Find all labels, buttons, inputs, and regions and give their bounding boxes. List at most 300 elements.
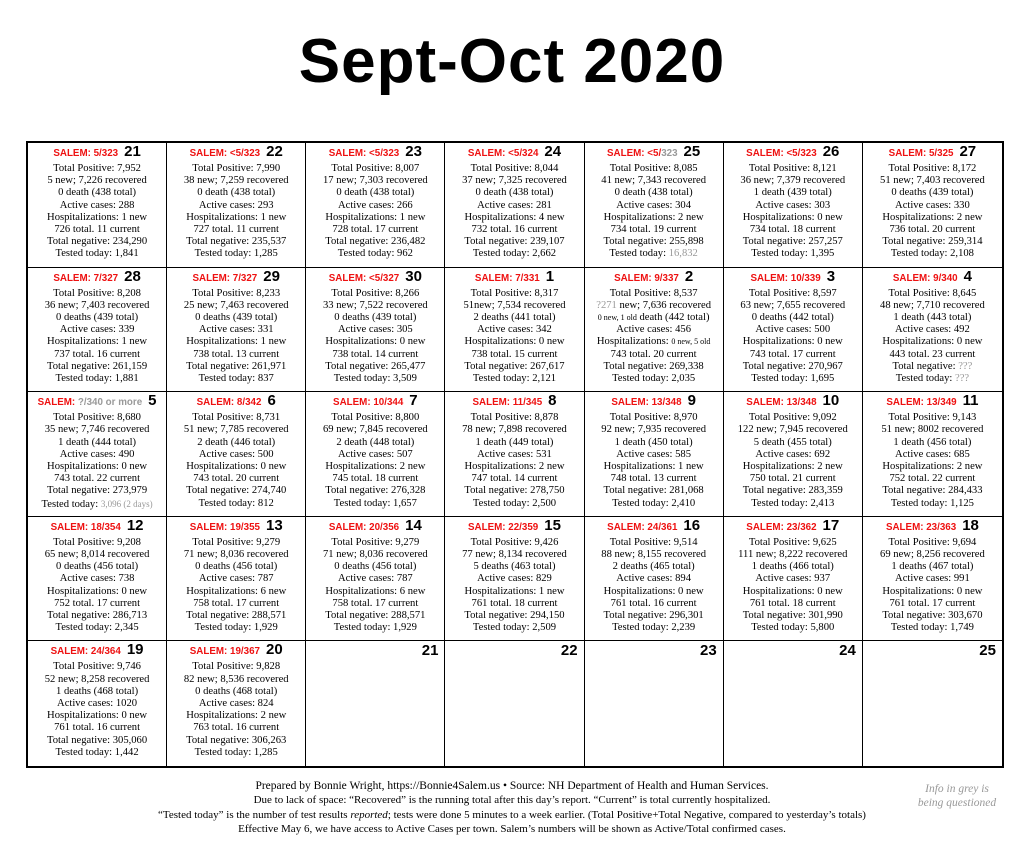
stat-line: Total negative: 296,301 [603, 610, 704, 622]
stat-line: 0 deaths (468 total) [195, 685, 278, 697]
stat-line: 758 total. 17 current [332, 597, 419, 609]
stat-line: 743 total. 20 current [610, 348, 697, 360]
day-header [448, 516, 580, 537]
salem-label: SALEM: 24/361 [607, 521, 678, 533]
salem-label: SALEM: 13/349 [886, 397, 957, 409]
day-number: 9 [687, 392, 696, 410]
stat-line: 727 total. 11 current [193, 224, 279, 236]
stat-line: 748 total. 13 current [610, 473, 697, 485]
stat-line: 37 new; 7,325 recovered [462, 175, 567, 187]
stat-line: 78 new; 7,898 recovered [462, 424, 567, 436]
stat-line: 71 new; 8,036 recovered [183, 549, 289, 560]
day-number: 24 [544, 143, 562, 160]
stat-line: 2 deaths (441 total) [473, 312, 556, 323]
stat-line: 0 deaths (439 total) [56, 312, 139, 323]
stat-line: 65 new; 8,014 recovered [44, 549, 150, 560]
stat-line: 0 deaths (442 total) [751, 312, 834, 323]
day-cell [306, 641, 445, 766]
stat-line: 747 total. 14 current [471, 473, 558, 485]
stat-line: Total negative: 303,670 [882, 610, 983, 622]
salem-label: SALEM: 18/354 [50, 521, 121, 533]
stat-line: Total Positive: 8,007 [331, 163, 420, 174]
stat-line: 2 death (448 total) [336, 436, 415, 448]
stat-line: Hospitalizations: 1 new [325, 211, 426, 223]
stat-line: Total Positive: 9,426 [470, 536, 559, 548]
day-number: 5 [148, 392, 157, 410]
stat-line: Active cases: 692 [755, 448, 831, 460]
salem-case-count [607, 522, 677, 534]
day-cell [306, 143, 445, 268]
stat-text: Hospitalizations: [596, 336, 672, 348]
stat-line: 36 new; 7,379 recovered [740, 175, 846, 187]
stat-line: Active cases: 304 [616, 199, 691, 211]
stat-line: Total negative: 234,290 [46, 236, 148, 248]
stat-line: 1 death (450 total) [614, 436, 693, 448]
stat-line: Hospitalizations: 1 new [47, 336, 148, 348]
day-cell [445, 268, 584, 393]
day-cell [863, 268, 1002, 393]
stat-line: 0 deaths (439 total) [891, 187, 974, 199]
stat-line: 1 death (449 total) [475, 436, 554, 448]
day-cell [306, 392, 445, 517]
stat-line: Tested today: 812 [198, 497, 274, 509]
stat-line: 738 total. 13 current [193, 348, 280, 360]
day-number: 13 [265, 516, 283, 534]
salem-label: SALEM: [37, 397, 78, 409]
stat-line: Hospitalizations: 0 new [47, 461, 148, 472]
stat-line [31, 498, 163, 511]
stat-line: Total negative: 255,898 [603, 236, 704, 248]
day-header [170, 641, 302, 661]
stat-line: Hospitalizations: 0 new [47, 710, 148, 722]
stat-line: Total negative: 288,571 [325, 610, 426, 622]
day-number: 30 [405, 267, 422, 285]
day-header [31, 641, 163, 661]
day-number: 15 [544, 516, 561, 534]
day-header [727, 267, 859, 288]
day-number: 23 [405, 143, 422, 160]
day-header [31, 267, 163, 288]
stat-line: Tested today: 1,442 [55, 746, 139, 758]
salem-case-count [192, 273, 257, 285]
salem-label: SALEM: <5/ [607, 148, 662, 159]
day-cell [445, 392, 584, 517]
salem-label: SALEM: <5/323 [189, 148, 261, 159]
day-number: 22 [266, 143, 283, 160]
stat-line: 92 new; 7,935 recovered [601, 424, 706, 436]
salem-label: SALEM: <5/324 [467, 148, 539, 159]
day-number: 11 [962, 392, 979, 410]
stat-line: Tested today: 1,285 [194, 746, 278, 758]
stat-line: Active cases: 456 [616, 324, 691, 336]
day-cell [28, 268, 167, 393]
stat-line: Total Positive: 8,085 [609, 163, 698, 174]
salem-case-count [468, 522, 538, 534]
stat-line: Total negative: 270,967 [742, 360, 843, 372]
stat-line: Active cases: 585 [616, 448, 691, 460]
stat-line: Total negative: 259,314 [882, 236, 983, 248]
stat-line: 36 new; 7,403 recovered [44, 299, 150, 311]
salem-case-count [197, 397, 262, 409]
stat-line: 761 total. 18 current [471, 597, 558, 609]
day-header [866, 267, 999, 288]
stat-line: 761 total. 16 current [54, 722, 141, 734]
stat-line: Active cases: 303 [755, 199, 831, 211]
day-header [448, 267, 580, 288]
stat-line: 726 total. 11 current [54, 224, 140, 236]
stat-line: Active cases: 937 [755, 573, 831, 585]
day-number: 23 [700, 642, 717, 660]
day-header [588, 143, 720, 163]
stat-line: 2 deaths (465 total) [612, 561, 695, 573]
stat-line: Total Positive: 7,952 [53, 163, 141, 174]
stat-line: Hospitalizations: 2 new [742, 461, 843, 472]
stat-line [588, 336, 720, 348]
stat-line: Tested today: 5,800 [751, 622, 835, 634]
stat-line: 745 total. 18 current [332, 473, 419, 485]
stat-line: Tested today: 1,395 [751, 248, 835, 260]
day-number: 12 [126, 516, 144, 534]
footer-active-cases-note: Effective May 6, we have access to Active Cases per town. Salem’s numbers will be shown as Active/Total confirmed cases. [238, 823, 786, 836]
stat-line: 752 total. 22 current [889, 473, 976, 485]
stat-line: Tested today: 1,657 [333, 497, 417, 509]
stat-line: 71 new; 8,036 recovered [322, 549, 428, 560]
salem-case-count [329, 522, 399, 534]
stat-line: Total Positive: 8,800 [331, 412, 420, 424]
day-number: 28 [124, 267, 141, 285]
stat-line: 82 new; 8,536 recovered [183, 673, 289, 685]
stat-line: 738 total. 14 current [332, 348, 419, 360]
salem-label: SALEM: 11/345 [472, 397, 543, 409]
stat-line: Tested today: 837 [198, 373, 274, 385]
day-cell [724, 268, 863, 393]
salem-label: SALEM: 20/356 [328, 521, 400, 533]
stat-line: 750 total. 21 current [749, 473, 836, 485]
stat-line: Hospitalizations: 2 new [603, 211, 704, 223]
stat-line: Total negative: 257,257 [742, 236, 843, 248]
stat-line: 738 total. 15 current [471, 348, 558, 360]
salem-label: SALEM: 10/339 [750, 272, 821, 284]
stat-line: Total negative: 235,537 [186, 236, 287, 248]
stat-line: Active cases: 738 [59, 573, 135, 585]
day-number: 4 [963, 267, 972, 285]
stat-line: 1 death (456 total) [893, 436, 972, 448]
day-cell [28, 517, 167, 642]
stat-line: 0 death (438 total) [58, 187, 137, 199]
day-header [588, 392, 720, 412]
day-number: 29 [263, 267, 280, 285]
day-cell [445, 517, 584, 642]
stat-line: 5 deaths (463 total) [473, 561, 556, 573]
day-cell [167, 392, 306, 517]
day-cell [724, 392, 863, 517]
stat-line: Total negative: 276,328 [325, 485, 426, 497]
stat-line: 0 death (438 total) [614, 187, 693, 199]
stat-line: 17 new; 7,303 recovered [322, 175, 428, 187]
stat-line: 69 new; 7,845 recovered [322, 424, 428, 436]
salem-case-count [190, 522, 260, 534]
stat-line: 2 death (446 total) [197, 436, 276, 448]
stat-line: 51 new; 7,785 recovered [183, 424, 289, 436]
stat-line [866, 361, 999, 373]
stat-line: 443 total. 23 current [889, 348, 976, 360]
salem-case-count [746, 148, 817, 160]
stat-line: Total negative: 306,263 [186, 734, 287, 746]
salem-case-count [475, 273, 540, 285]
day-cell [724, 517, 863, 642]
stat-line: Total Positive: 9,092 [748, 412, 837, 424]
stat-line: 35 new; 7,746 recovered [44, 424, 150, 436]
stat-line: Active cases: 1020 [57, 698, 138, 709]
salem-label: SALEM: 7/331 [474, 272, 540, 284]
questioned-value: ??? [958, 360, 973, 372]
grey-info-note: Info in grey is being questioned [917, 783, 997, 809]
footer-notes [0, 779, 1024, 837]
stat-line: Tested today: 2,035 [612, 373, 696, 385]
salem-case-count [746, 522, 816, 534]
salem-label: SALEM: 9/340 [892, 272, 958, 284]
stat-line: Total negative: 286,713 [46, 610, 148, 622]
day-cell [167, 268, 306, 393]
stat-line: Total negative: 281,068 [603, 485, 704, 497]
stat-line: Total negative: 284,433 [882, 485, 983, 497]
day-number: 16 [683, 516, 701, 534]
stat-line: Active cases: 490 [59, 448, 135, 460]
questioned-value: ?271 [596, 299, 617, 311]
stat-line: Total negative: 269,338 [603, 360, 704, 372]
day-header [727, 392, 859, 412]
stat-line: 758 total. 17 current [193, 597, 280, 609]
salem-case-count [53, 148, 118, 160]
salem-label: SALEM: <5/327 [328, 272, 400, 284]
salem-case-count [190, 646, 260, 658]
stat-line: Active cases: 342 [477, 324, 552, 336]
day-cell [863, 392, 1002, 517]
stat-line: 51 new; 7,403 recovered [880, 175, 985, 187]
stat-line: 743 total. 17 current [749, 348, 836, 360]
stat-text: new; 7,636 recovered [616, 299, 711, 311]
stat-line: Total Positive: 9,828 [192, 661, 281, 673]
stat-line: Total negative: 261,159 [46, 360, 148, 372]
salem-label: SALEM: 5/323 [53, 148, 119, 159]
stat-line: Hospitalizations: 0 new [464, 336, 565, 348]
stat-line: Active cases: 991 [895, 573, 970, 585]
stat-line: Tested today: 2,121 [472, 373, 557, 385]
stat-small-text: 0 new, 1 old [597, 313, 637, 322]
footer-credit: Prepared by Bonnie Wright, https://Bonnie4Salem.us • Source: NH Department of Health and Human Services. [255, 780, 769, 792]
stat-line: Active cases: 339 [59, 324, 135, 336]
stat-text: Total negative: [892, 360, 959, 372]
day-cell [28, 641, 167, 766]
stat-line [588, 300, 720, 312]
salem-case-count [333, 397, 403, 409]
stat-line: 1 deaths (466 total) [751, 561, 834, 573]
stat-line: Total Positive: 8,680 [53, 412, 141, 424]
stat-line: Total negative: 305,060 [46, 734, 148, 746]
stat-line: Total Positive: 7,990 [192, 163, 281, 174]
stat-line: Total negative: 265,477 [325, 360, 426, 372]
day-header [309, 267, 441, 288]
stat-line: Active cases: 331 [198, 324, 274, 336]
day-number: 10 [822, 392, 840, 410]
stat-line: Hospitalizations: 4 new [464, 211, 565, 223]
salem-questioned-value: ?/340 or more [77, 397, 143, 409]
stat-line: Tested today: 2,509 [472, 622, 557, 634]
stat-line: 111 new; 8,222 recovered [738, 549, 848, 560]
stat-line: 33 new; 7,522 recovered [322, 299, 428, 311]
stat-line: Total Positive: 9,143 [888, 412, 977, 424]
salem-label: SALEM: 8/342 [196, 397, 262, 409]
day-number: 21 [124, 143, 141, 160]
salem-label: SALEM: 22/359 [468, 521, 539, 533]
stat-line: Hospitalizations: 6 new [186, 585, 287, 597]
salem-label: SALEM: 7/327 [53, 272, 119, 284]
stat-line: Total Positive: 8,172 [888, 163, 977, 174]
day-header [588, 267, 720, 288]
stat-line: Hospitalizations: 0 new [603, 585, 704, 597]
salem-case-count [53, 273, 118, 285]
salem-case-count [329, 273, 400, 285]
salem-case-count [746, 397, 816, 409]
questioned-value: 3,096 (2 days) [100, 498, 153, 509]
day-number: 27 [959, 143, 977, 160]
stat-line: 0 deaths (439 total) [195, 312, 278, 323]
day-cell [724, 143, 863, 268]
stat-line: Hospitalizations: 0 new [47, 585, 148, 597]
stat-line: 41 new; 7,343 recovered [601, 175, 706, 187]
stat-line: 1 deaths (467 total) [891, 561, 974, 573]
day-number: 25 [683, 143, 701, 160]
salem-case-count [886, 522, 956, 534]
stat-line: 734 total. 19 current [610, 224, 697, 236]
day-number: 21 [421, 642, 439, 660]
day-cell [167, 641, 306, 766]
salem-case-count [190, 148, 261, 160]
stat-text: Tested today: [609, 248, 669, 260]
day-number: 8 [548, 392, 557, 410]
day-cell [585, 392, 724, 517]
salem-case-count [472, 397, 542, 409]
salem-case-count [614, 273, 679, 285]
stat-line: Total Positive: 9,746 [53, 661, 141, 673]
day-header [31, 516, 163, 537]
salem-case-count [893, 273, 958, 285]
page-title: Sept-Oct 2020 [298, 27, 726, 96]
stat-line: Tested today: 1,841 [55, 248, 139, 260]
stat-line: Hospitalizations: 0 new [325, 336, 426, 348]
stat-line: Hospitalizations: 1 new [603, 461, 704, 472]
stat-line: Total negative: 261,971 [186, 360, 287, 372]
day-header [309, 516, 441, 537]
stat-line: Hospitalizations: 0 new [882, 336, 983, 348]
stat-line: Hospitalizations: 1 new [464, 585, 565, 597]
stat-line: 0 death (438 total) [197, 187, 276, 199]
stat-line: Tested today: 1,749 [890, 622, 974, 634]
stat-line: Hospitalizations: 1 new [186, 211, 287, 223]
stat-line: Total Positive: 8,044 [470, 163, 559, 174]
salem-label: SALEM: 7/327 [192, 272, 258, 284]
day-header [309, 143, 441, 163]
stat-line: Tested today: 2,662 [472, 248, 557, 260]
stat-line [588, 312, 720, 324]
questioned-value: ??? [955, 373, 970, 385]
footer-tested-note: “Tested today” is the number of test results reported; tests were done 5 minutes to a week earlier. (Total Positive+Total Negative, compared to yesterday’s totals) [158, 808, 866, 821]
salem-questioned-value: 323 [661, 148, 678, 159]
day-header [170, 143, 302, 163]
stat-line [588, 248, 720, 260]
day-cell [28, 143, 167, 268]
day-cell [167, 143, 306, 268]
day-number: 17 [822, 516, 840, 534]
stat-line: Hospitalizations: 1 new [47, 211, 148, 223]
day-header [309, 392, 441, 412]
stat-line: 122 new; 7,945 recovered [737, 424, 848, 436]
day-header [727, 143, 859, 163]
salem-label: SALEM: 23/362 [746, 521, 817, 533]
stat-line: 763 total. 16 current [193, 722, 280, 734]
stat-line: 51 new; 8002 recovered [881, 424, 984, 436]
stat-line: Total Positive: 8,121 [748, 163, 837, 174]
stat-line: Tested today: 1,929 [333, 622, 417, 634]
day-number: 19 [126, 641, 144, 659]
salem-label: SALEM: 19/355 [189, 521, 260, 533]
stat-line: Hospitalizations: 0 new [742, 336, 843, 348]
stat-line: Total negative: 273,979 [46, 485, 148, 497]
day-cell [28, 392, 167, 517]
stat-line: Active cases: 685 [895, 448, 970, 460]
stat-line: Hospitalizations: 1 new [186, 336, 287, 348]
stat-line: Tested today: 962 [337, 248, 413, 260]
day-number: 18 [962, 516, 979, 534]
day-header [866, 516, 999, 537]
salem-label: SALEM: <5/323 [746, 148, 817, 159]
stat-line: Active cases: 894 [616, 573, 691, 585]
stat-line: Active cases: 824 [198, 698, 274, 709]
day-cell [863, 143, 1002, 268]
day-number: 25 [979, 642, 996, 660]
stat-line: 48 new; 7,710 recovered [880, 299, 985, 311]
stat-line: Active cases: 492 [895, 324, 970, 336]
day-number: 20 [265, 641, 283, 659]
stat-line: 38 new; 7,259 recovered [183, 175, 289, 187]
stat-line: Total negative: 301,990 [742, 610, 843, 622]
day-cell [306, 268, 445, 393]
stat-line: Tested today: 2,108 [890, 248, 974, 260]
stat-line: Total negative: 283,359 [742, 485, 843, 497]
salem-case-count [468, 148, 539, 160]
stat-line: 736 total. 20 current [889, 224, 976, 236]
stat-line: Hospitalizations: 2 new [882, 211, 983, 223]
stat-line: Hospitalizations: 0 new [186, 461, 287, 472]
day-number: 24 [839, 642, 856, 660]
day-header [866, 143, 999, 163]
salem-label: SALEM: 24/364 [50, 646, 121, 658]
stat-line: Active cases: 829 [477, 573, 552, 585]
stat-line: Total Positive: 8,537 [609, 287, 698, 299]
stat-line: 63 new; 7,655 recovered [740, 299, 846, 311]
day-number: 2 [684, 267, 694, 285]
salem-case-count [38, 397, 143, 409]
stat-line: Total Positive: 9,625 [748, 536, 837, 548]
day-cell [863, 517, 1002, 642]
stat-line: Hospitalizations: 2 new [464, 461, 565, 472]
salem-label: SALEM: 10/344 [333, 397, 404, 409]
stat-line: Tested today: 2,413 [751, 497, 835, 509]
stat-line: Hospitalizations: 6 new [325, 585, 426, 597]
stat-line: Hospitalizations: 2 new [882, 461, 983, 472]
stat-line: 752 total. 17 current [54, 597, 141, 609]
stat-line: 728 total. 17 current [332, 224, 419, 236]
